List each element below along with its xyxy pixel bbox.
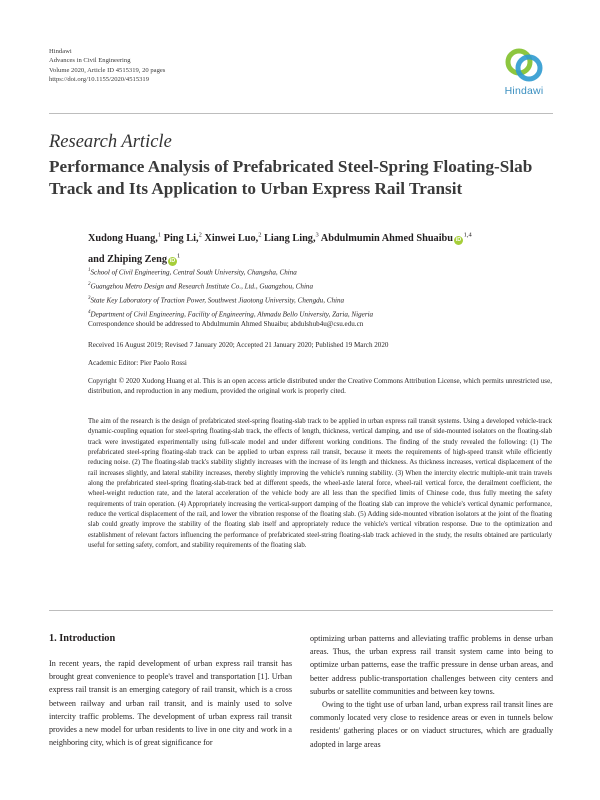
author[interactable]: Xudong Huang,$^1$ — [88, 232, 162, 245]
author[interactable]: Xinwei Luo,$^2$ — [204, 232, 262, 245]
affiliation: $^1$School of Civil Engineering, Central South University, Changsha, China — [88, 268, 297, 277]
body-paragraph: optimizing urban patterns and alleviating traffic problems in dense urban areas. Thus, the urban express rail transit system came into being to optimize urban patterns, ease the traffic pressure in dense urban areas, and better address public-transportation challenges between city centers and suburbs or satellite communities and between key towns. — [310, 634, 553, 696]
volume-line: Volume 2020, Article ID 4515319, 20 pages — [49, 66, 166, 74]
author[interactable]: Ping Li,$^2$ — [163, 232, 202, 245]
body-column-right — [310, 632, 553, 751]
affiliation: $^3$State Key Laboratory of Traction Power, Southwest Jiaotong University, Chengdu, China — [88, 295, 345, 305]
paper-title: Performance Analysis of Prefabricated Steel-Spring Floating-Slab Track and Its Application to Urban Express Rail Transit — [49, 157, 533, 198]
academic-editor: Academic Editor: Pier Paolo Rossi — [88, 359, 187, 367]
article-type: Research Article — [49, 132, 172, 152]
abstract-divider — [49, 610, 553, 611]
affiliation: $^4$Department of Civil Engineering, Facility of Engineering, Ahmadu Bello University, Zaria, Nigeria — [88, 309, 374, 319]
logo-wordmark: Hindawi — [504, 85, 544, 97]
affiliations — [88, 265, 373, 321]
header-divider — [49, 113, 553, 114]
journal-name: Advances in Civil Engineering — [49, 57, 131, 65]
journal-meta — [49, 47, 165, 84]
section-heading: 1. Introduction — [49, 633, 116, 644]
hindawi-logo — [498, 46, 550, 104]
correspondence: Correspondence should be addressed to Abdulmumin Ahmed Shuaibu; abdulshub4u@csu.edu.cn — [88, 320, 364, 328]
body-column-left — [49, 657, 292, 749]
hindawi-logo-icon — [504, 46, 544, 84]
publisher-name: Hindawi — [49, 48, 72, 55]
doi-link[interactable]: https://doi.org/10.1155/2020/4515319 — [49, 75, 150, 83]
body-paragraph: Owing to the tight use of urban land, urban express rail transit lines are commonly located very close to residence areas or even in tunnels below residents' gathering places or on viaduct structures, which are gradually adopted in large areas — [310, 700, 553, 749]
author[interactable]: and Zhiping Zeng $iD^1$ — [88, 252, 181, 265]
copyright-notice: Copyright © 2020 Xudong Huang et al. This is an open access article distributed under the Creative Commons Attribution License, which permits unrestricted use, distribution, and reproduction in any medium, provided the original work is properly cited. — [88, 377, 552, 396]
dates-line: Received 16 August 2019; Revised 7 January 2020; Accepted 21 January 2020; Published 19 March 2020 — [88, 341, 389, 349]
orcid-icon[interactable]: iD — [455, 237, 462, 244]
author-list — [88, 227, 558, 268]
body-paragraph: In recent years, the rapid development of urban express rail transit has brought great convenience to people's travel and transportation [1]. Urban express rail transit is an emerging category of rail transit, which is a cross between railway and urban rail transit, and is mainly used to solve intercity traffic problems. The development of urban express rail transit provides a new model for urban residents to live in one city and work in a neighboring city, which is of great significance for — [49, 659, 292, 748]
author[interactable]: Liang Ling,$^3$ — [264, 232, 319, 245]
affiliation: $^2$Guangzhou Metro Design and Research Institute Co., Ltd., Guangzhou, China — [88, 281, 314, 291]
orcid-icon[interactable]: iD — [169, 257, 176, 264]
author[interactable]: Abdulmumin Ahmed Shuaibu iD $^{1,4}$ — [320, 232, 472, 245]
abstract: The aim of the research is the design of prefabricated steel-spring floating-slab track to be applied in urban express rail transit systems. Using a developed vehicle-track dynamic-coupling equation for steel-spring floating-slab track, the effects of length, thickness, vertical damping, and use of side-mounted isolators on the floating-slab track were investigated experimentally using full-scale model and under different working conditions. The finding of the study revealed the following: (1) The prefabricated steel-spring floating-slab track can be applied to urban express rail transit, because it meets the requirements of high-speed transit while efficiently reducing noise. (2) The floating-slab track's stability slightly increases with the increase of its length and thickness. As thickness increases, vertical displacement of the rail increases slightly, and lateral stability increases, thereby slightly improving the vehicle's running stability. (3) When the intercity electric multiple-unit train travels along the prefabricated steel-spring floating-slab-track bed at different speeds, the wheel-axle lateral force, wheel-rail vertical force, the derailment coefficient, the wheel-weight reduction rate, and the lateral acceleration of the vehicle body are all less than the specified limits of Chinese code, thus fully meeting the safety requirements of train operation. (4) Appropriately increasing the vertical-support damping of the floating slab can improve the vehicle's vertical dynamic performance, reduce the vertical displacement of the rail, and lower the vibration response of the floating slab. (5) Adding side-mounted vibration isolators at the joint of the floating slab could greatly improve the stability of the floating slab itself and appropriately reduce the vehicle's vertical vibration response. Due to the optimization and establishment of relevant factors influencing the performance of prefabricated steel-string floating-slab track achieved in the study, the results obtained are particularly useful for setting safety, comfort, and stability requirements of the floating slab. — [88, 418, 552, 550]
